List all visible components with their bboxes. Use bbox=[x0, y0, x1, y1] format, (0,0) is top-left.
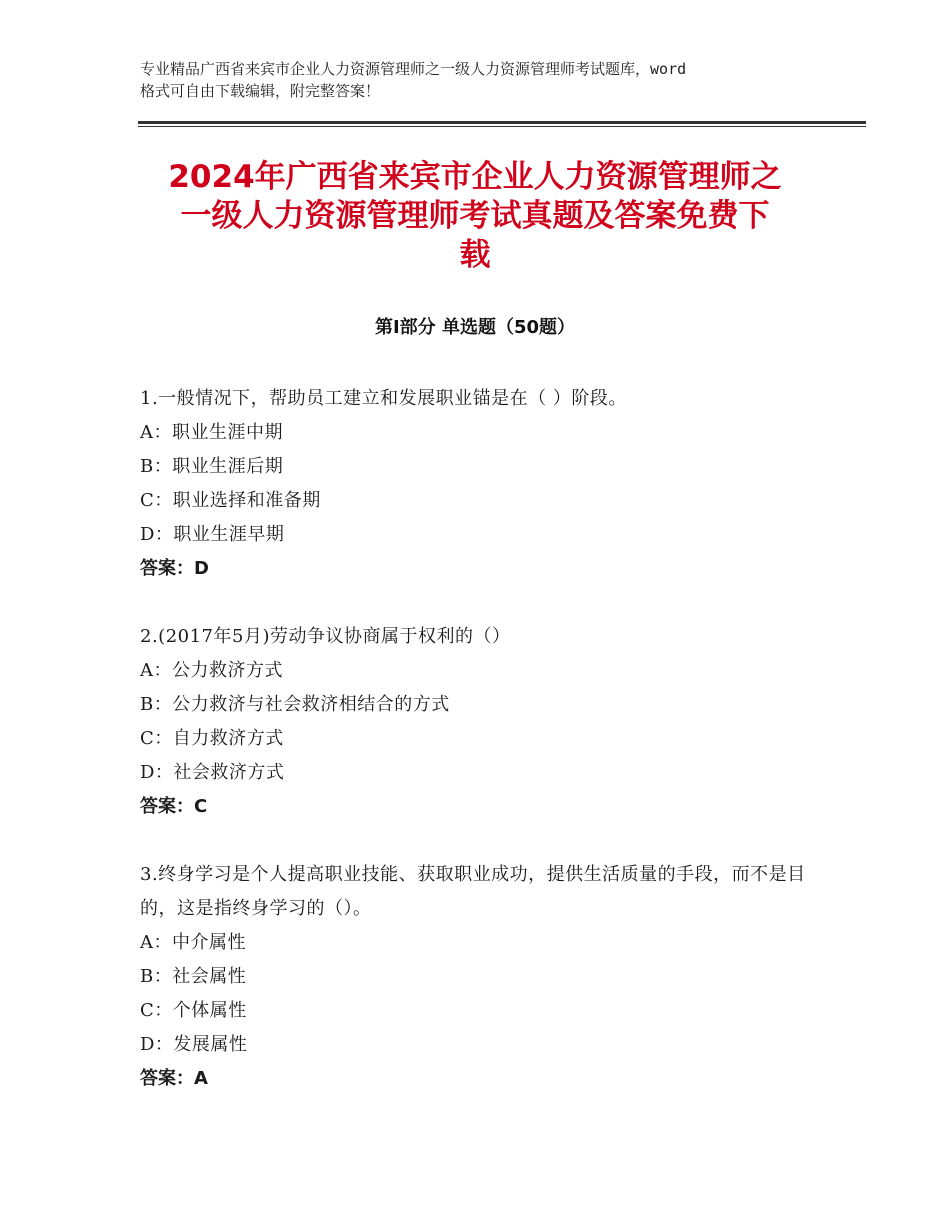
document-title-line-1: 2024年广西省来宾市企业人力资源管理师之 bbox=[168, 159, 782, 195]
option-a: A：公力救济方式 bbox=[140, 660, 283, 681]
header-note-line-2: 格式可自由下载编辑，附完整答案！ bbox=[140, 82, 381, 100]
document-title-line-3: 载 bbox=[459, 237, 491, 273]
option-a: A：职业生涯中期 bbox=[140, 422, 283, 443]
question-3 bbox=[140, 858, 830, 1096]
header-divider-thick bbox=[138, 121, 866, 124]
answer: 答案：D bbox=[140, 558, 209, 579]
question-stem: 3.终身学习是个人提高职业技能、获取职业成功，提供生活质量的手段，而不是目的，这是指终身学习的（）。 bbox=[140, 864, 806, 919]
question-2 bbox=[140, 620, 830, 824]
header-note bbox=[140, 58, 840, 102]
header-note-line-1: 专业精品广西省来宾市企业人力资源管理师之一级人力资源管理师考试题库，word bbox=[140, 60, 687, 78]
section-heading: 第Ⅰ部分 单选题（50题） bbox=[374, 317, 575, 338]
document-title-line-2: 一级人力资源管理师考试真题及答案免费下 bbox=[180, 198, 770, 234]
question-stem: 1.一般情况下，帮助员工建立和发展职业锚是在（ ）阶段。 bbox=[140, 388, 627, 409]
document-title bbox=[130, 158, 820, 275]
option-b: B：职业生涯后期 bbox=[140, 456, 284, 477]
option-d: D：发展属性 bbox=[140, 1034, 248, 1055]
option-b: B：社会属性 bbox=[140, 966, 247, 987]
answer: 答案：C bbox=[140, 796, 208, 817]
option-c: C：自力救济方式 bbox=[140, 728, 284, 749]
option-b: B：公力救济与社会救济相结合的方式 bbox=[140, 694, 450, 715]
header-divider-thin bbox=[138, 126, 866, 127]
option-c: C：个体属性 bbox=[140, 1000, 247, 1021]
question-stem: 2.(2017年5月)劳动争议协商属于权利的（） bbox=[140, 626, 511, 647]
answer: 答案：A bbox=[140, 1068, 208, 1089]
option-a: A：中介属性 bbox=[140, 932, 246, 953]
question-1 bbox=[140, 382, 830, 586]
option-c: C：职业选择和准备期 bbox=[140, 490, 321, 511]
option-d: D：社会救济方式 bbox=[140, 762, 285, 783]
option-d: D：职业生涯早期 bbox=[140, 524, 285, 545]
